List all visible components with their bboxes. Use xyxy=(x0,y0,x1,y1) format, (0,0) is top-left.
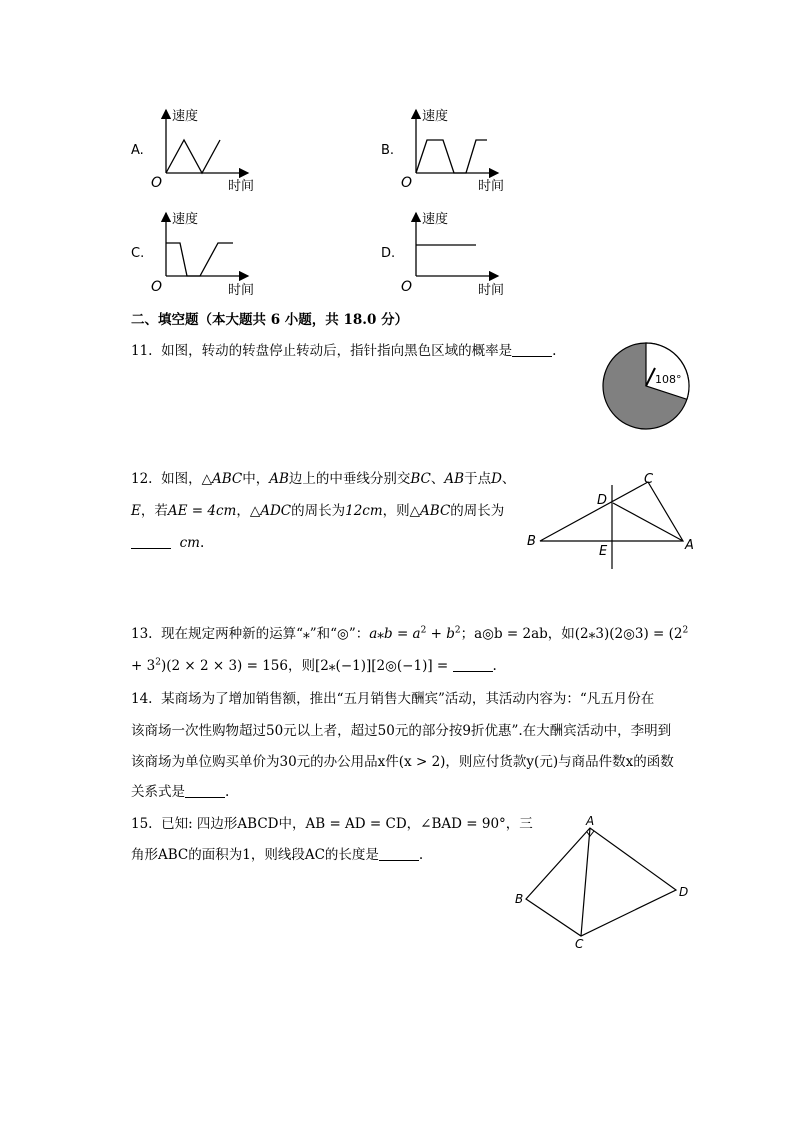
angle-label: 108° xyxy=(655,373,682,386)
graph-d xyxy=(381,211,504,298)
question-15-line-1: 15. 已知: 四边形ABCD中，AB = AD = CD，∠BAD = 90°，三 xyxy=(131,816,533,832)
y-axis-label: 速度 xyxy=(172,109,199,124)
x-axis-label: 时间 xyxy=(228,179,255,194)
option-c-label: C. xyxy=(131,246,145,261)
graph-c xyxy=(131,211,254,298)
right-angle-mark xyxy=(587,831,594,836)
question-13-line-2: + $3^2)(2 \times 2 \times 3) = 156$，则[2⁎(−1)][2◎(−1)] = . xyxy=(131,657,497,674)
question-11: 11. 如图，转动的转盘停止转动后，指针指向黑色区域的概率是 . xyxy=(131,343,557,359)
triangle-figure-q12 xyxy=(520,465,700,575)
x-axis-label: 时间 xyxy=(478,283,505,298)
graph-b xyxy=(381,108,504,194)
question-14-line-2: 该商场一次性购物超过50元以上者，超过50元的部分按9折优惠”.在大酬宾活动中，李明到 xyxy=(131,723,672,739)
answer-blank[interactable] xyxy=(379,847,419,861)
question-12-line-2: E，若AE = 4cm，△ADC的周长为12cm，则△ABC的周长为 xyxy=(131,503,505,519)
label-d: D xyxy=(597,493,608,508)
x-axis-label: 时间 xyxy=(228,283,255,298)
question-12-line-3: cm. xyxy=(131,534,204,552)
label-e: E xyxy=(599,544,608,559)
question-number: 11. xyxy=(131,343,153,359)
question-number: 13. xyxy=(131,626,153,642)
question-14-line-3: 该商场为单位购买单价为30元的办公用品x件(x > 2)，则应付货款y(元)与商品件数x的函数 xyxy=(131,754,674,770)
answer-blank[interactable] xyxy=(512,343,552,357)
question-14-line-4: 关系式是 . xyxy=(131,784,230,800)
y-axis-label: 速度 xyxy=(422,212,449,227)
section-title: 二、填空题（本大题共 6 小题，共 18.0 分） xyxy=(131,312,409,328)
graph-a-line xyxy=(166,140,220,173)
graph-c-line xyxy=(166,243,233,276)
answer-blank[interactable] xyxy=(131,535,171,549)
graph-a xyxy=(131,108,254,194)
segment-ad xyxy=(613,503,683,541)
question-number: 14. xyxy=(131,691,153,707)
segment-ac xyxy=(581,828,590,936)
origin-label: O xyxy=(151,175,163,191)
origin-label: O xyxy=(401,175,413,191)
option-b-label: B. xyxy=(381,143,395,158)
quadrilateral-figure-q15 xyxy=(505,810,705,960)
question-number: 12. xyxy=(131,471,153,487)
label-c: C xyxy=(575,937,584,951)
label-b: B xyxy=(515,892,524,906)
origin-label: O xyxy=(151,279,163,295)
label-a: A xyxy=(586,814,595,828)
question-15-line-2: 角形ABC的面积为1，则线段AC的长度是 . xyxy=(131,847,424,863)
answer-blank[interactable] xyxy=(453,658,493,672)
y-axis-label: 速度 xyxy=(172,212,199,227)
question-text: 如图，转动的转盘停止转动后，指针指向黑色区域的概率是 xyxy=(161,343,513,359)
label-c: C xyxy=(644,472,654,487)
origin-label: O xyxy=(401,279,413,295)
label-d: D xyxy=(679,885,689,899)
quadrilateral-abcd xyxy=(526,828,676,936)
option-d-label: D. xyxy=(381,246,396,261)
question-14-line-1: 14. 某商场为了增加销售额，推出“五月销售大酬宾”活动，其活动内容为：“凡五月份在 xyxy=(131,691,655,707)
graph-options xyxy=(0,0,794,310)
question-number: 15. xyxy=(131,816,153,832)
option-a-label: A. xyxy=(131,143,144,158)
question-12-line-1: 12. 如图，△ABC中，AB边上的中垂线分别交BC、AB于点D、 xyxy=(131,471,516,487)
spinner-figure xyxy=(598,338,698,438)
label-b: B xyxy=(527,534,536,549)
answer-blank[interactable] xyxy=(185,784,225,798)
y-axis-label: 速度 xyxy=(422,109,449,124)
x-axis-label: 时间 xyxy=(478,179,505,194)
label-a: A xyxy=(685,538,694,553)
question-13-line-1: 13. 现在规定两种新的运算“⁎”和“◎”：a⁎b = $a^2 + b^2$；a◎b = 2ab，如(2⁎3)(2◎3) = ($2^2$ xyxy=(131,625,689,642)
graph-b-line xyxy=(416,140,487,173)
